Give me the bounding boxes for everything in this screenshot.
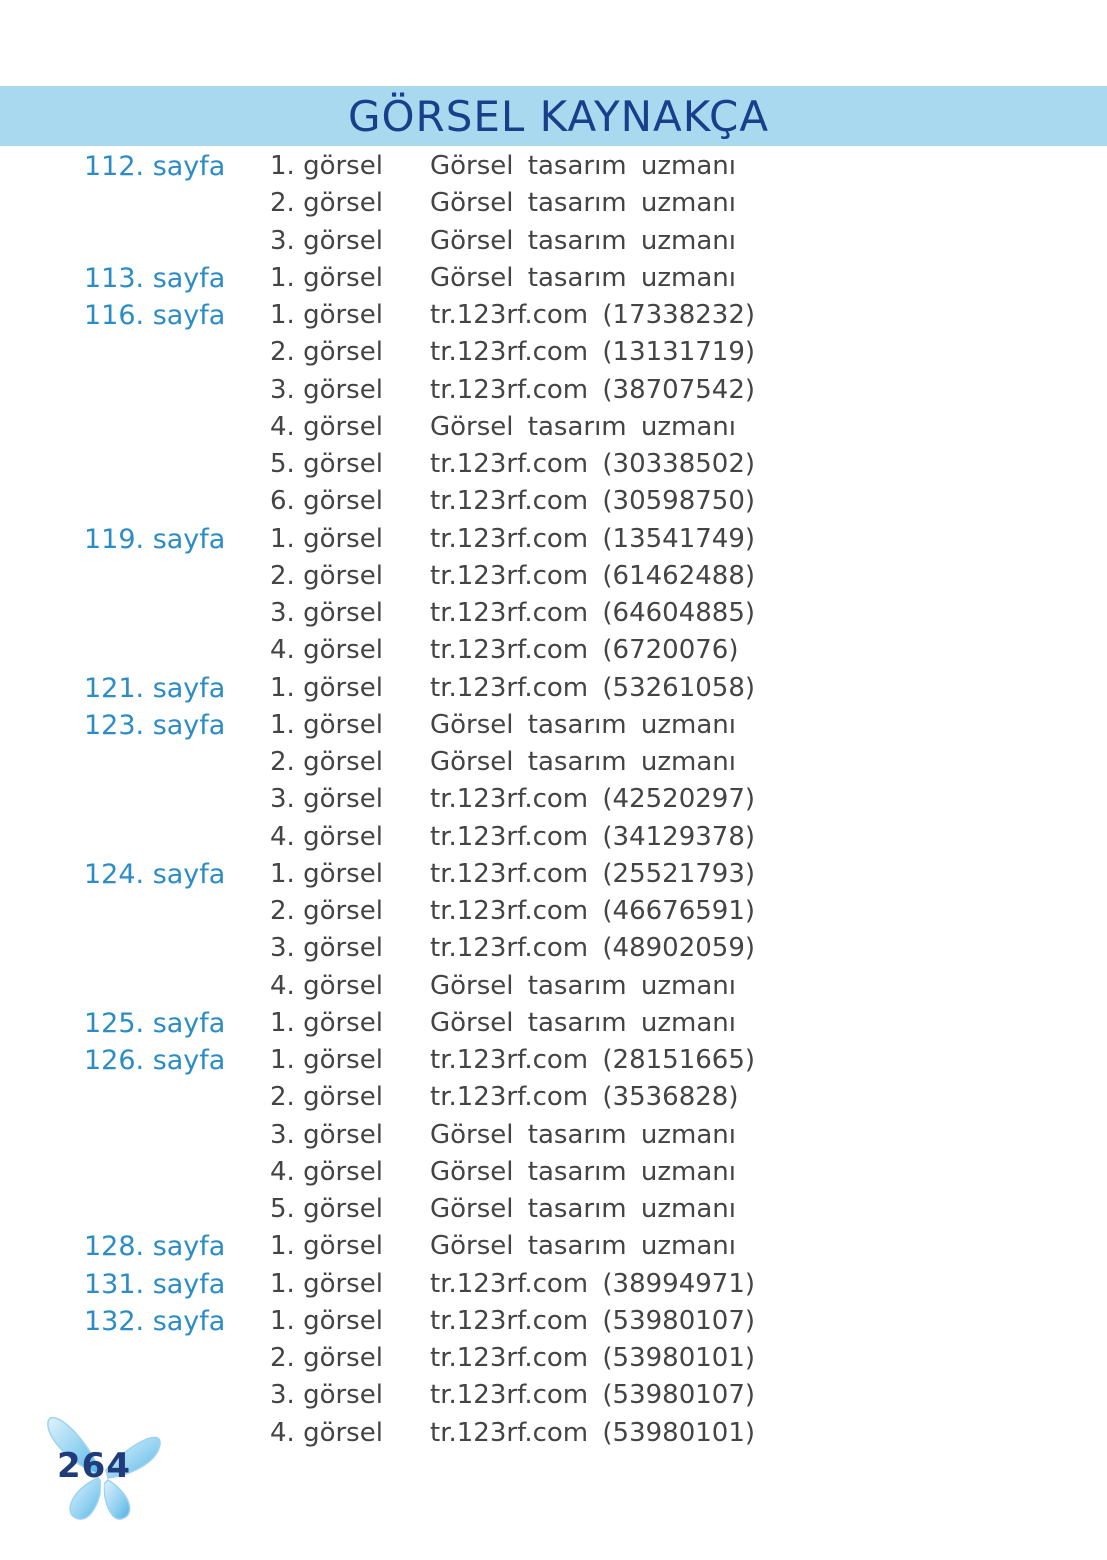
image-number: 5. görsel (270, 449, 383, 479)
image-source: tr.123rf.com (13541749) (430, 523, 756, 554)
image-number: 3. görsel (270, 374, 383, 405)
image-number: 4. görsel (270, 1156, 383, 1187)
image-number: 2. görsel (270, 1082, 383, 1113)
reference-row (0, 595, 1107, 632)
image-number: 1. görsel (270, 858, 383, 889)
image-number: 3. görsel (270, 784, 383, 815)
image-source: Görsel tasarım uzmanı (430, 1119, 736, 1150)
reference-row (0, 744, 1107, 781)
image-source: tr.123rf.com (17338232) (430, 300, 756, 330)
reference-row (0, 1340, 1107, 1377)
image-source: Görsel tasarım uzmanı (430, 747, 736, 777)
image-number: 1. görsel (270, 672, 383, 703)
reference-row (0, 1228, 1107, 1265)
image-number: 2. görsel (270, 896, 383, 926)
page-label: 128. sayfa (84, 1231, 226, 1263)
image-number: 5. görsel (270, 1194, 383, 1224)
image-number: 1. görsel (270, 1231, 383, 1262)
reference-row (0, 1079, 1107, 1116)
page-label: 121. sayfa (84, 672, 226, 704)
image-number: 3. görsel (270, 598, 383, 628)
image-source: tr.123rf.com (25521793) (430, 858, 756, 889)
image-number: 1. görsel (270, 1305, 383, 1336)
reference-row (0, 1042, 1107, 1079)
image-number: 2. görsel (270, 747, 383, 777)
reference-row (0, 185, 1107, 222)
reference-list (0, 148, 1107, 1452)
image-source: Görsel tasarım uzmanı (430, 1156, 736, 1187)
reference-row (0, 409, 1107, 446)
image-source: tr.123rf.com (42520297) (430, 784, 756, 815)
page-number: 264 (57, 1446, 131, 1486)
image-source: Görsel tasarım uzmanı (430, 1231, 736, 1262)
image-source: tr.123rf.com (38994971) (430, 1268, 756, 1299)
image-source: Görsel tasarım uzmanı (430, 188, 736, 219)
image-source: tr.123rf.com (13131719) (430, 337, 756, 368)
image-source: Görsel tasarım uzmanı (430, 262, 736, 293)
reference-row (0, 819, 1107, 856)
image-source: tr.123rf.com (30338502) (430, 449, 756, 479)
reference-row (0, 372, 1107, 409)
reference-row (0, 483, 1107, 520)
reference-row (0, 930, 1107, 967)
page-label: 119. sayfa (84, 523, 226, 555)
reference-row (0, 1191, 1107, 1228)
image-number: 1. görsel (270, 300, 383, 330)
reference-row (0, 334, 1107, 371)
reference-row (0, 558, 1107, 595)
reference-row (0, 893, 1107, 930)
image-number: 1. görsel (270, 523, 383, 554)
image-source: tr.123rf.com (6720076) (430, 635, 739, 666)
reference-row (0, 856, 1107, 893)
image-source: tr.123rf.com (34129378) (430, 821, 756, 852)
image-number: 1. görsel (270, 1007, 383, 1038)
image-source: Görsel tasarım uzmanı (430, 151, 736, 181)
page-label: 116. sayfa (84, 300, 226, 331)
page-label: 124. sayfa (84, 858, 226, 890)
reference-row (0, 670, 1107, 707)
reference-row (0, 968, 1107, 1005)
image-number: 2. görsel (270, 560, 383, 591)
image-source: tr.123rf.com (53980107) (430, 1380, 756, 1411)
image-number: 4. görsel (270, 411, 383, 442)
image-source: tr.123rf.com (53980101) (430, 1417, 756, 1448)
image-source: tr.123rf.com (64604885) (430, 598, 756, 628)
image-source: Görsel tasarım uzmanı (430, 225, 736, 256)
image-number: 1. görsel (270, 709, 383, 740)
image-number: 2. görsel (270, 337, 383, 368)
image-number: 1. görsel (270, 1045, 383, 1075)
reference-row (0, 297, 1107, 334)
image-number: 2. görsel (270, 1343, 383, 1373)
image-source: tr.123rf.com (30598750) (430, 486, 756, 517)
image-number: 4. görsel (270, 970, 383, 1001)
image-source: tr.123rf.com (46676591) (430, 896, 756, 926)
image-source: tr.123rf.com (53261058) (430, 672, 756, 703)
reference-row (0, 446, 1107, 483)
page-label: 125. sayfa (84, 1007, 226, 1039)
image-source: Görsel tasarım uzmanı (430, 1007, 736, 1038)
page-label: 126. sayfa (84, 1045, 226, 1076)
image-source: tr.123rf.com (53980101) (430, 1343, 756, 1373)
image-number: 2. görsel (270, 188, 383, 219)
image-number: 4. görsel (270, 635, 383, 666)
page-label: 132. sayfa (84, 1305, 226, 1337)
page-label: 113. sayfa (84, 262, 226, 294)
reference-row (0, 223, 1107, 260)
image-number: 3. görsel (270, 1380, 383, 1411)
reference-row (0, 1005, 1107, 1042)
image-number: 6. görsel (270, 486, 383, 517)
image-number: 4. görsel (270, 821, 383, 852)
page-label: 123. sayfa (84, 709, 226, 741)
page-title: GÖRSEL KAYNAKÇA (347, 91, 770, 141)
reference-row (0, 632, 1107, 669)
page-label: 131. sayfa (84, 1268, 226, 1300)
reference-row (0, 1154, 1107, 1191)
reference-row (0, 781, 1107, 818)
image-number: 4. görsel (270, 1417, 383, 1448)
image-number: 3. görsel (270, 225, 383, 256)
page-label: 112. sayfa (84, 151, 226, 182)
image-source: Görsel tasarım uzmanı (430, 411, 736, 442)
image-number: 3. görsel (270, 933, 383, 964)
reference-row (0, 1266, 1107, 1303)
reference-row (0, 707, 1107, 744)
image-source: tr.123rf.com (28151665) (430, 1045, 756, 1075)
image-source: Görsel tasarım uzmanı (430, 970, 736, 1001)
image-number: 1. görsel (270, 1268, 383, 1299)
image-number: 3. görsel (270, 1119, 383, 1150)
image-source: Görsel tasarım uzmanı (430, 1194, 736, 1224)
image-source: tr.123rf.com (48902059) (430, 933, 756, 964)
image-number: 1. görsel (270, 151, 383, 181)
reference-row (0, 1303, 1107, 1340)
reference-row (0, 1117, 1107, 1154)
image-number: 1. görsel (270, 262, 383, 293)
image-source: tr.123rf.com (61462488) (430, 560, 756, 591)
image-source: tr.123rf.com (38707542) (430, 374, 756, 405)
reference-row (0, 148, 1107, 185)
image-source: tr.123rf.com (3536828) (430, 1082, 739, 1113)
reference-row (0, 260, 1107, 297)
image-source: Görsel tasarım uzmanı (430, 709, 736, 740)
image-source: tr.123rf.com (53980107) (430, 1305, 756, 1336)
reference-row (0, 521, 1107, 558)
